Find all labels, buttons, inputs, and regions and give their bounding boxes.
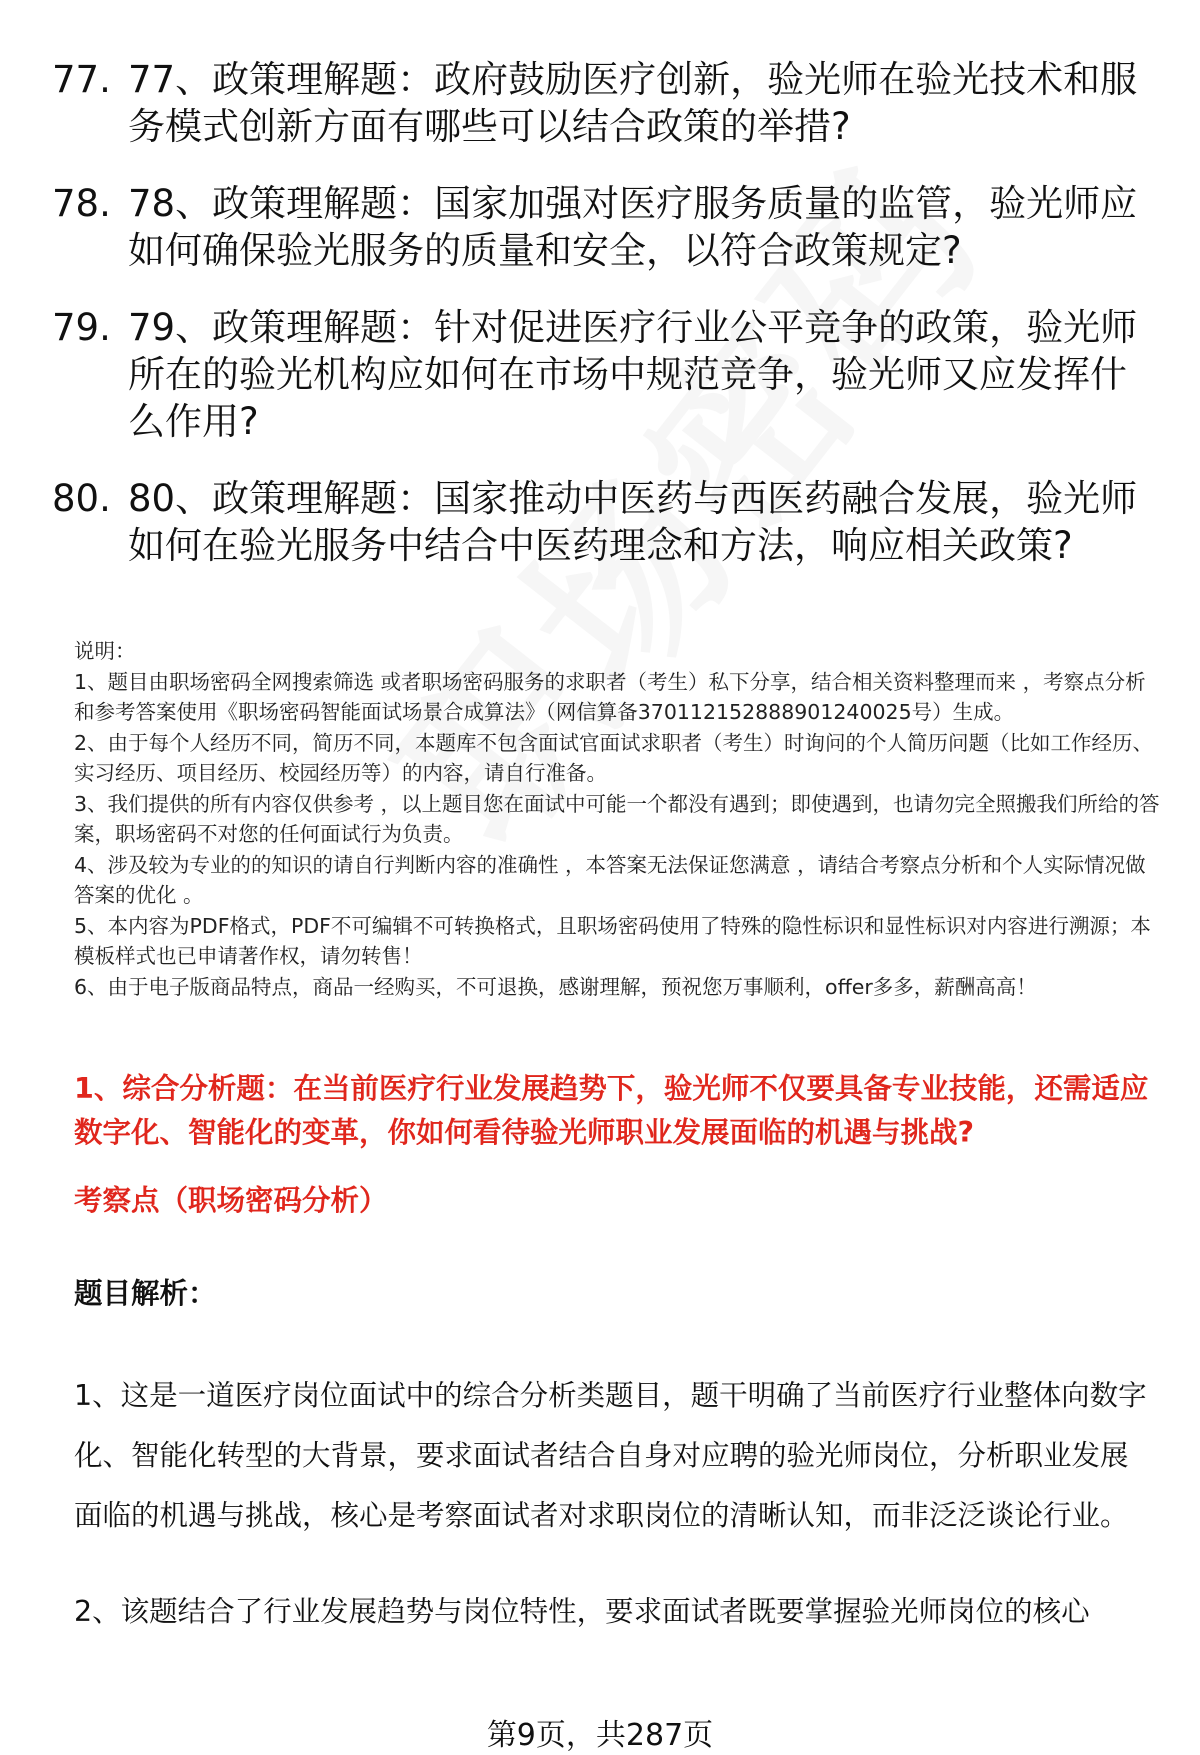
note-item: 5、本内容为PDF格式，PDF不可编辑不可转换格式，且职场密码使用了特殊的隐性标识和显性标识对内容进行溯源；本模板样式也已申请著作权，请勿转售！: [74, 913, 1151, 968]
question-text: 78、政策理解题：国家加强对医疗服务质量的监管，验光师应如何确保验光服务的质量和安全，以符合政策规定?: [128, 182, 1138, 272]
note-item: 3、我们提供的所有内容仅供参考 ，以上题目您在面试中可能一个都没有遇到；即使遇到，也请勿完全照搬我们所给的答案，职场密码不对您的任何面试行为负责。: [74, 791, 1160, 846]
notes-title: 说明：: [74, 639, 136, 663]
analysis-heading: 题目解析：: [74, 1277, 217, 1310]
question-number: 79.: [52, 306, 111, 349]
list-item: [52, 180, 1152, 274]
note-item: 6、由于电子版商品特点，商品一经购买，不可退换，感谢理解，预祝您万事顺利，offer多多，薪酬高高！: [74, 974, 1037, 999]
question-text: 79、政策理解题：针对促进医疗行业公平竞争的政策，验光师所在的验光机构应如何在市场中规范竞争，验光师又应发挥什么作用?: [128, 306, 1138, 443]
analysis-body: [74, 1366, 1154, 1678]
list-item: [52, 475, 1152, 569]
examine-point-heading: 考察点（职场密码分析）: [74, 1184, 388, 1217]
notes-section: [74, 636, 1164, 1002]
list-item: [52, 56, 1152, 150]
note-item: 4、涉及较为专业的的知识的请自行判断内容的准确性 ，本答案无法保证您满意 ，请结合考察点分析和个人实际情况做答案的优化 。: [74, 852, 1146, 907]
question-number: 77.: [52, 58, 111, 101]
question-number: 80.: [52, 477, 111, 520]
note-item: 2、由于每个人经历不同，简历不同，本题库不包含面试官面试求职者（考生）时询问的个人简历问题（比如工作经历、实习经历、项目经历、校园经历等）的内容，请自行准备。: [74, 730, 1154, 785]
question-text: 77、政策理解题：政府鼓励医疗创新，验光师在验光技术和服务模式创新方面有哪些可以结合政策的举措?: [128, 58, 1138, 148]
question-list: [52, 56, 1152, 599]
page-footer: 第9页，共287页: [486, 1718, 714, 1753]
analysis-paragraph: 1、这是一道医疗岗位面试中的综合分析类题目，题干明确了当前医疗行业整体向数字化、智能化转型的大背景，要求面试者结合自身对应聘的验光师岗位，分析职业发展面临的机遇与挑战，核心是考察面试者对求职岗位的清晰认知，而非泛泛谈论行业。: [74, 1379, 1147, 1532]
note-item: 1、题目由职场密码全网搜索筛选 或者职场密码服务的求职者（考生）私下分享，结合相关资料整理而来 ，考察点分析和参考答案使用《职场密码智能面试场景合成算法》（网信算备370112152888901240025号）生成。: [74, 669, 1146, 724]
question-text: 80、政策理解题：国家推动中医药与西医药融合发展，验光师如何在验光服务中结合中医药理念和方法，响应相关政策?: [128, 477, 1138, 567]
question-number: 78.: [52, 182, 111, 225]
list-item: [52, 304, 1152, 445]
main-question: 1、综合分析题：在当前医疗行业发展趋势下，验光师不仅要具备专业技能，还需适应数字化、智能化的变革，你如何看待验光师职业发展面临的机遇与挑战?: [74, 1072, 1149, 1149]
analysis-paragraph: 2、该题结合了行业发展趋势与岗位特性，要求面试者既要掌握验光师岗位的核心: [74, 1595, 1090, 1628]
